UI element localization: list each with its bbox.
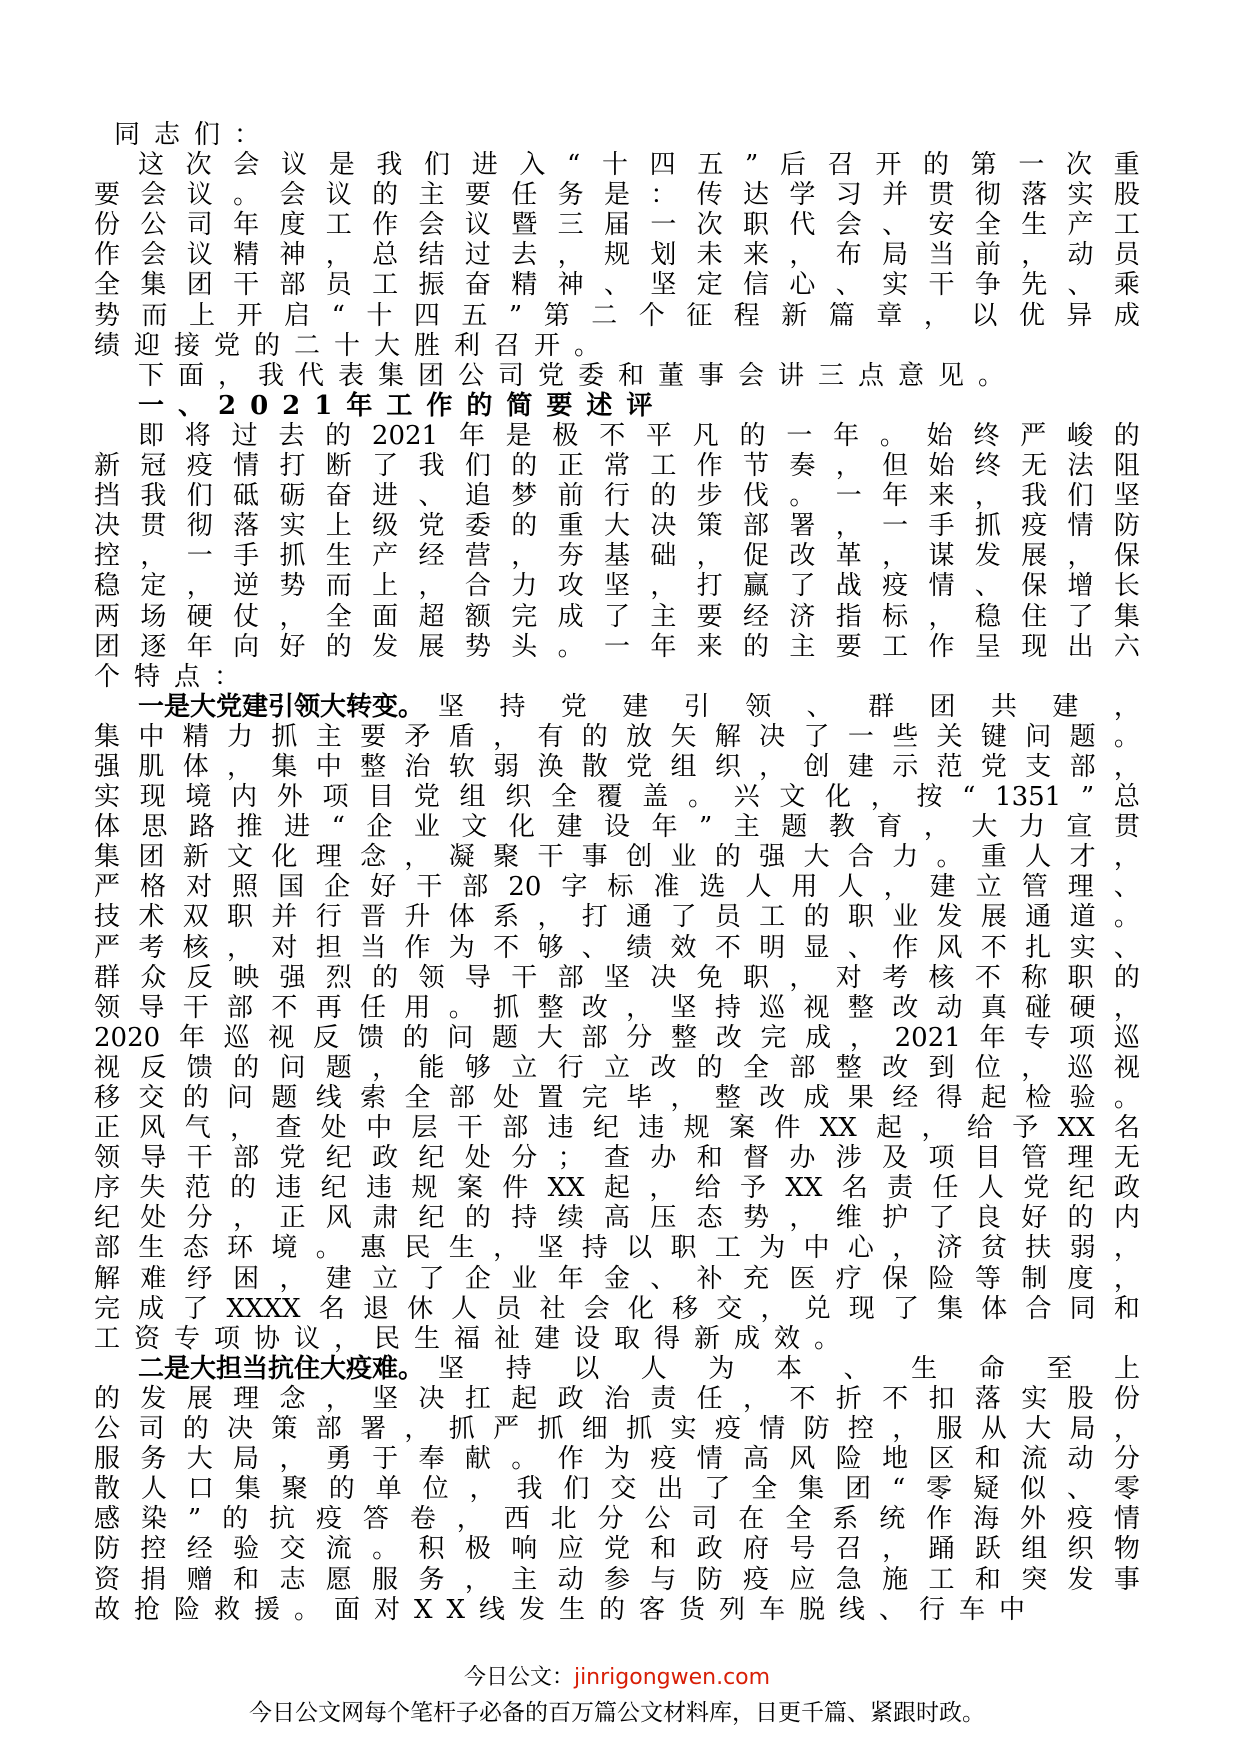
paragraph-line — [94, 872, 1140, 902]
paragraph-text: 群 众 反 映 强 烈 的 领 导 干 部 坚 决 免 职 ， 对 考 核 不 称 职 的 — [94, 962, 1140, 993]
paragraph-line — [94, 1534, 1140, 1564]
paragraph-text: 下面，我代表集团公司党委和董事会讲三点意见。 — [138, 360, 1019, 391]
paragraph-line — [94, 1203, 1140, 1233]
paragraph-lead: 二是大担当抗住大疫难。 — [138, 1353, 425, 1384]
paragraph-text: 序 失 范 的 违 纪 违 规 案 件 XX 起 ， 给 予 XX 名 责 任 人 党 纪 政 — [94, 1173, 1140, 1204]
paragraph-text: 团 逐 年 向 好 的 发 展 势 头 。 一 年 来 的 主 要 工 作 呈 现 出 六 — [94, 631, 1140, 662]
paragraph-line — [94, 963, 1140, 993]
paragraph-line — [94, 1474, 1140, 1504]
paragraph-text: 工资专项协议，民生福祉建设取得新成效。 — [94, 1323, 855, 1354]
paragraph-text: 严 考 核 ， 对 担 当 作 为 不 够 、 绩 效 不 明 显 、 作 风 不 扎 实 、 — [94, 932, 1140, 963]
paragraph-line — [94, 451, 1140, 481]
paragraph-text: 解 难 纾 困 ， 建 立 了 企 业 年 金 、 补 充 医 疗 保 险 等 制 度 ， — [94, 1263, 1140, 1294]
paragraph-line — [94, 541, 1140, 571]
paragraph-line — [94, 1384, 1140, 1414]
paragraph-text: 集 中 精 力 抓 主 要 矛 盾 ， 有 的 放 矢 解 决 了 一 些 关 键 问 题 。 — [94, 721, 1140, 752]
paragraph-text: 集 团 新 文 化 理 念 ， 凝 聚 干 事 创 业 的 强 大 合 力 。 重 人 才 ， — [94, 842, 1140, 873]
paragraph-line — [94, 481, 1140, 511]
footer-url-link[interactable]: jinrigongwen.com — [573, 1665, 771, 1690]
paragraph-text: 的 发 展 理 念 ， 坚 决 扛 起 政 治 责 任 ， 不 折 不 扣 落 实 股 份 — [94, 1383, 1140, 1414]
paragraph-text: 服 务 大 局 ， 勇 于 奉 献 。 作 为 疫 情 高 风 险 地 区 和 流 动 分 — [94, 1444, 1140, 1475]
paragraph-text: 全 集 团 干 部 员 工 振 奋 精 神 、 坚 定 信 心 、 实 干 争 先 、 乘 — [94, 270, 1140, 301]
paragraph-line — [94, 602, 1140, 632]
section-heading — [94, 391, 1140, 421]
footer-brand-line — [0, 1660, 1234, 1691]
paragraph-text: 严 格 对 照 国 企 好 干 部 20 字 标 准 选 人 用 人 ， 建 立 管 理 、 — [94, 872, 1140, 903]
paragraph-text: 完 成 了 XXXX 名 退 休 人 员 社 会 化 移 交 ， 兑 现 了 集 体 合 同 和 — [94, 1293, 1140, 1324]
paragraph-line — [94, 782, 1140, 812]
paragraph-line — [94, 1414, 1140, 1444]
paragraph-line — [94, 1053, 1140, 1083]
paragraph-line — [94, 150, 1140, 180]
paragraph-text: 视 反 馈 的 问 题 ， 能 够 立 行 立 改 的 全 部 整 改 到 位 ， 巡 视 — [94, 1052, 1140, 1083]
paragraph-text: 领 导 干 部 党 纪 政 纪 处 分 ； 查 办 和 督 办 涉 及 项 目 管 理 无 — [94, 1143, 1140, 1174]
paragraph-line — [94, 511, 1140, 541]
paragraph-text: 作 会 议 精 神 ， 总 结 过 去 ， 规 划 未 来 ， 布 局 当 前 ， 动 员 — [94, 240, 1140, 271]
paragraph-line — [94, 361, 1140, 391]
footer-brand: 今日公文： — [463, 1665, 574, 1690]
paragraph-line — [94, 752, 1140, 782]
paragraph-line — [94, 1143, 1140, 1173]
paragraph-text: 公 司 的 决 策 部 署 ， 抓 严 抓 细 抓 实 疫 情 防 控 ， 服 从 大 局 ， — [94, 1414, 1140, 1445]
paragraph-line — [94, 1083, 1140, 1113]
paragraph-line — [94, 1444, 1140, 1474]
paragraph-line — [94, 993, 1140, 1023]
paragraph-line — [94, 1294, 1140, 1324]
paragraph-text: 要 会 议 。 会 议 的 主 要 任 务 是 ： 传 达 学 习 并 贯 彻 落 实 股 — [94, 180, 1140, 211]
paragraph-text: 领 导 干 部 不 再 任 用 。 抓 整 改 ， 坚 持 巡 视 整 改 动 真 碰 硬 ， — [94, 992, 1140, 1023]
paragraph-text: 稳 定 ， 逆 势 而 上 ， 合 力 攻 坚 ， 打 赢 了 战 疫 情 、 保 增 长 — [94, 571, 1140, 602]
paragraph-line — [94, 1113, 1140, 1143]
paragraph-line — [94, 902, 1140, 932]
paragraph-line — [94, 842, 1140, 872]
paragraph-line — [94, 1023, 1140, 1053]
paragraph-text: 势 而 上 开 启 “ 十 四 五 ” 第 二 个 征 程 新 篇 章 ， 以 优 异 成 — [94, 300, 1140, 331]
paragraph-text: 决 贯 彻 落 实 上 级 党 委 的 重 大 决 策 部 署 ， 一 手 抓 疫 情 防 — [94, 511, 1140, 542]
footer-slogan: 今日公文网每个笔杆子必备的百万篇公文材料库，日更千篇、紧跟时政。 — [249, 1700, 985, 1726]
paragraph-text: 技 术 双 职 并 行 晋 升 体 系 ， 打 通 了 员 工 的 职 业 发 展 通 道 。 — [94, 902, 1140, 933]
paragraph-line — [94, 1354, 1140, 1384]
greeting: 同志们： — [114, 120, 275, 150]
paragraph-text: 散 人 口 集 聚 的 单 位 ， 我 们 交 出 了 全 集 团 “ 零 疑 似 、 零 — [94, 1474, 1140, 1505]
paragraph-line — [94, 301, 1140, 331]
paragraph-line — [94, 812, 1140, 842]
paragraph-line — [94, 722, 1140, 752]
paragraph-line — [94, 1264, 1140, 1294]
paragraph-text: 故抢险救援。面对XX线发生的客货列车脱线、行车中 — [94, 1594, 1040, 1625]
paragraph-line — [94, 1565, 1140, 1595]
paragraph-line — [94, 180, 1140, 210]
paragraph-text: 纪 处 分 ， 正 风 肃 纪 的 持 续 高 压 态 势 ， 维 护 了 良 好 的 内 — [94, 1203, 1140, 1234]
paragraph-line — [94, 1173, 1140, 1203]
paragraph-text: 即 将 过 去 的 2021 年 是 极 不 平 凡 的 一 年 。 始 终 严 峻 的 — [138, 420, 1140, 451]
paragraph-text: 坚 持 以 人 为 本 、 生 命 至 上 — [438, 1353, 1140, 1384]
paragraph-text: 强 肌 体 ， 集 中 整 治 软 弱 涣 散 党 组 织 ， 创 建 示 范 党 支 部 ， — [94, 751, 1140, 782]
paragraph-line — [94, 1233, 1140, 1263]
paragraph-text: 感 染 ” 的 抗 疫 答 卷 ， 西 北 分 公 司 在 全 系 统 作 海 外 疫 情 — [94, 1504, 1140, 1535]
paragraph-line — [94, 240, 1140, 270]
paragraph-line — [94, 270, 1140, 300]
paragraph-text: 控 ， 一 手 抓 生 产 经 营 ， 夯 基 础 ， 促 改 革 ， 谋 发 展 ， 保 — [94, 541, 1140, 572]
paragraph-line — [94, 632, 1140, 662]
paragraph-text: 坚 持 党 建 引 领 、 群 团 共 建 ， — [438, 691, 1140, 722]
paragraph-text: 防 控 经 验 交 流 。 积 极 响 应 党 和 政 府 号 召 ， 踊 跃 组 织 物 — [94, 1534, 1140, 1565]
paragraph-line — [94, 1504, 1140, 1534]
paragraph-text: 份 公 司 年 度 工 作 会 议 暨 三 届 一 次 职 代 会 、 安 全 生 产 工 — [94, 210, 1140, 241]
paragraph-text: 个特点： — [94, 661, 255, 692]
paragraph-text: 这 次 会 议 是 我 们 进 入 “ 十 四 五 ” 后 召 开 的 第 一 次 重 — [138, 150, 1140, 181]
paragraph-text: 部 生 态 环 境 。 惠 民 生 ， 坚 持 以 职 工 为 中 心 ， 济 贫 扶 弱 ， — [94, 1233, 1140, 1264]
paragraph-line — [94, 662, 1140, 692]
paragraph-lead: 一是大党建引领大转变。 — [138, 691, 425, 722]
paragraph-line — [94, 571, 1140, 601]
paragraph-text: 体 思 路 推 进 “ 企 业 文 化 建 设 年 ” 主 题 教 育 ， 大 力 宣 贯 — [94, 812, 1140, 843]
paragraph-text: 一、2021年工作的简要述评 — [138, 390, 667, 421]
paragraph-line — [94, 1324, 1140, 1354]
paragraph-text: 2020 年 巡 视 反 馈 的 问 题 大 部 分 整 改 完 成 ， 2021 年 专 项 巡 — [94, 1022, 1140, 1053]
paragraph-text: 移 交 的 问 题 线 索 全 部 处 置 完 毕 ， 整 改 成 果 经 得 起 检 验 。 — [94, 1083, 1140, 1113]
paragraph-text: 绩迎接党的二十大胜利召开。 — [94, 330, 615, 361]
paragraph-line — [94, 331, 1140, 361]
document-body — [94, 120, 1140, 1625]
paragraph-text: 两 场 硬 仗 ， 全 面 超 额 完 成 了 主 要 经 济 指 标 ， 稳 住 了 集 — [94, 601, 1140, 632]
paragraph-text: 挡 我 们 砥 砺 奋 进 、 追 梦 前 行 的 步 伐 。 一 年 来 ， 我 们 坚 — [94, 481, 1140, 512]
paragraph-line — [94, 933, 1140, 963]
paragraph-text: 新 冠 疫 情 打 断 了 我 们 的 正 常 工 作 节 奏 ， 但 始 终 无 法 阻 — [94, 451, 1140, 482]
paragraph-text: 正 风 气 ， 查 处 中 层 干 部 违 纪 违 规 案 件 XX 起 ， 给 予 XX 名 — [94, 1113, 1140, 1144]
paragraph-line — [94, 1595, 1140, 1625]
paragraph-text: 实 现 境 内 外 项 目 党 组 织 全 覆 盖 。 兴 文 化 ， 按 “ 1351 ” 总 — [94, 782, 1140, 813]
paragraph-text: 资 捐 赠 和 志 愿 服 务 ， 主 动 参 与 防 疫 应 急 施 工 和 突 发 事 — [94, 1564, 1140, 1595]
paragraph-line — [94, 421, 1140, 451]
paragraph-line — [94, 692, 1140, 722]
paragraph-line — [94, 210, 1140, 240]
